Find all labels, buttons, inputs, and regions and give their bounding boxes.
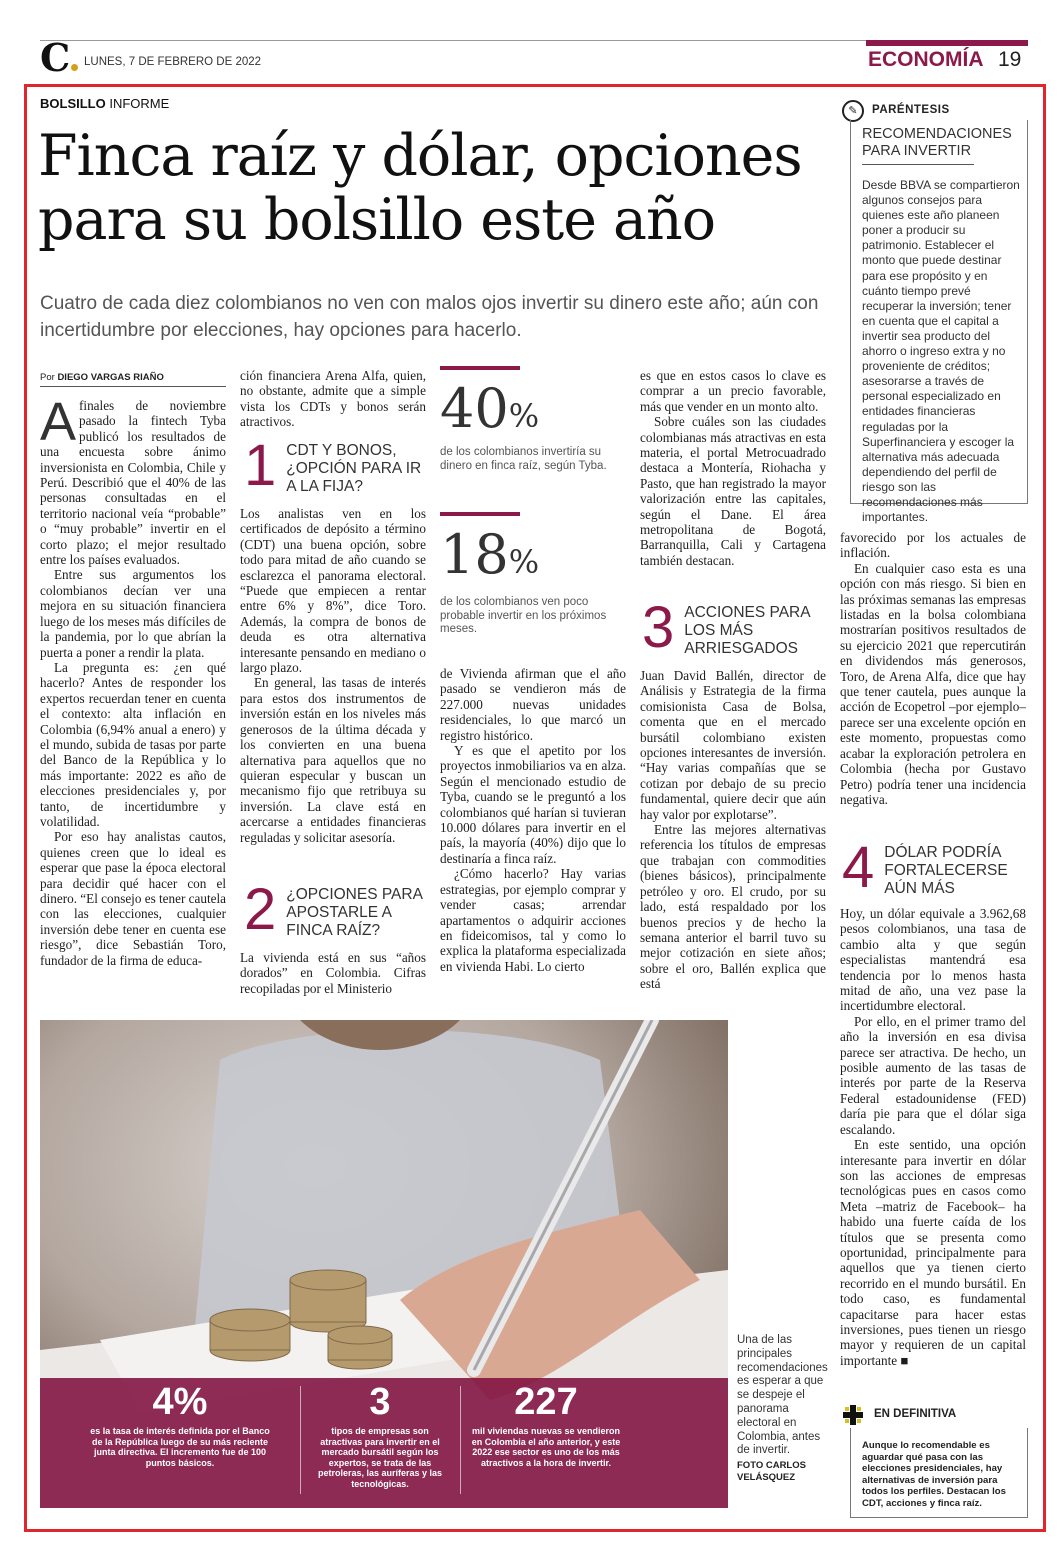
drop-cap: A (40, 392, 77, 452)
sidebar-label: PARÉNTESIS (872, 104, 950, 116)
subhead-3: 3 ACCIONES PARA LOS MÁS ARRIESGADOS (642, 595, 810, 660)
article-paragraph: de Vivienda afirman que el año pasado se vendieron más de 227.000 nuevas unidades residenciales, lo que marcó un registro histórico. (440, 666, 626, 743)
article-paragraph: En cualquier caso esta es una opción con más riesgo. Si bien en las próximas semanas las empresas listadas en la bolsa colombiana mostrarían positivos resultados de su ejercicio 2021 que repercutirán en dividendos más generosos, Toro, de Arena Alfa, dice que hay que tener cautela, pues aunque la acción de Ecopetrol –por ejemplo– parece ser una excelente opción en este momento, propuestas como acabar la exploración petrolera en Colombia (hecha por Gustavo Petro) podría tener una incidencia negativa. (840, 560, 1026, 807)
sidebar-title: RECOMENDACIONES PARA INVERTIR (862, 126, 1012, 159)
stat-18: 18% (440, 523, 540, 586)
stat-rule (440, 512, 520, 516)
column-4 (640, 368, 826, 568)
article-paragraph: La pregunta es: ¿en qué hacerlo? Antes de responder los expertos recuerdan tener en cuenta el contexto: alta inflación en Colombia (6,94% anual a enero) y el mundo, subida de tasas por parte del Banco de la República y lo más importante: 2022 es año de elecciones presidenciales y, por tanto, de incertidumbre y volatilidad. (40, 659, 226, 829)
stat-rule (440, 366, 520, 370)
newspaper-logo: C (40, 38, 78, 78)
article-paragraph: Juan David Ballén, director de Análisis y Estrategia de la firma comisionista Casa de Bolsa, comenta que en el mercado bursátil colombiano existen opciones interesantes de inversión. “Hay varias compañías que se cotizan por debajo de su precio fundamental, quiere decir que aún hay valor por explotarse”. (640, 668, 826, 822)
article-paragraph: Entre sus argumentos los colombianos decían ver una mejora en su situación financiera luego de los meses más difíciles de la pandemia, por lo que abrían la puerta a poner a rendir la plata. (40, 567, 226, 660)
photo-stat-1: 4% es la tasa de interés definida por el Banco de la República luego de su más reciente junta directiva. El incremento fue de 100 puntos básicos. (90, 1381, 270, 1468)
article-paragraph: La vivienda está en sus “años dorados” en Colombia. Cifras recopiladas por el Ministerio (240, 950, 426, 996)
definitiva-text: Aunque lo recomendable es aguardar qué pasa con las elecciones presidenciales, hay alternativas de inversión para todos los perfiles. Destacan los CDT, acciones y finca raíz. (862, 1440, 1006, 1509)
definitiva-icon (842, 1404, 864, 1426)
subhead-1: 1 CDT Y BONOS, ¿OPCIÓN PARA IR A LA FIJA? (244, 433, 422, 498)
article-paragraph: es que en estos casos lo clave es comprar a un precio favorable, más que vender en un monto alto. (640, 368, 826, 414)
byline-rule (40, 386, 226, 387)
headline: Finca raíz y dólar, opciones para su bolsillo este año (38, 123, 802, 253)
column-5 (840, 530, 1026, 807)
kicker: BOLSILLO INFORME (40, 96, 170, 111)
article-paragraph: Afinales de noviembre pasado la fintech Tyba publicó los resultados de una encuesta sobre ánimo inversionista en Colombia, Chile y Perú. Describió que el 40% de las personas consultadas en el territorio nacional veía “probable” o “muy probable” invertir en el corto plazo; el mejor resultado entre los países evaluados. (40, 392, 226, 568)
stat-40-text: de los colombianos invertiría su dinero en finca raíz, según Tyba. (440, 446, 607, 472)
stat-40: 40% (440, 377, 540, 440)
byline: Por DIEGO VARGAS RIAÑO (40, 372, 164, 383)
column-1 (40, 392, 227, 968)
sidebar-text: Desde BBVA se compartieron algunos consejos para quienes este año planeen poner a producir su patrimonio. Establecer el monto que puede destinar para ese propósito y en cuánto tiempo prevé recuperar la inversión; tener en cuenta que el capital a invertir sea producto del ahorro o ingreso extra y no proveniente de créditos; asesorarse a través de personal especializado en entidades financieras reguladas por la Superfinanciera y escoger la alternativa más adecuada dependiendo del perfil de riesgo son las recomendaciones más importantes. (862, 178, 1020, 525)
column-4b (640, 668, 826, 992)
column-5b (840, 906, 1026, 1368)
article-paragraph: Por ello, en el primer tramo del año la inversión en esa divisa parece ser atractiva. De hecho, un posible aumento de las tasas de interés por parte de la Reserva Federal estadounidense (FED) daría pie para que el dólar siga escalando. (840, 1013, 1026, 1137)
article-paragraph: ción financiera Arena Alfa, quien, no obstante, admite que a simple vista los CDTs y bonos serán atractivos. (240, 368, 426, 430)
stat-18-text: de los colombianos ven poco probable invertir en los próximos meses. (440, 596, 607, 635)
stat-divider (300, 1386, 301, 1494)
article-paragraph: Y es que el apetito por los proyectos inmobiliarios va en alza. Según el mencionado estudio de Tyba, cuando se le preguntó a los colombianos qué harían si tuvieran 10.000 dólares para invertir en el país, la mayoría (40%) dijo que lo destinaría a finca raíz. (440, 743, 626, 866)
section-accent-bar (866, 40, 1028, 46)
photo-stat-3: 227 mil viviendas nuevas se vendieron en Colombia el año anterior, y este 2022 ese sector es uno de los más atractivos a la hora de invertir. (471, 1381, 621, 1468)
article-paragraph: Sobre cuáles son las ciudades colombianas más atractivas en esta materia, el portal Metrocuadrado destaca a Montería, Riohacha y Pasto, que han registrado la mayor valorización entre las capitales, según el Dane. El área metropolitana de Bogotá, Barranquilla, Cali y Cartagena también destacan. (640, 414, 826, 568)
section-title: ECONOMÍA (868, 48, 984, 71)
column-2 (240, 368, 426, 430)
column-3 (440, 666, 626, 974)
photo-credit: FOTO CARLOS VELÁSQUEZ (737, 1460, 806, 1484)
subhead-2: 2 ¿OPCIONES PARA APOSTARLE A FINCA RAÍZ? (244, 877, 423, 942)
photo-stat-2: 3 tipos de empresas son atractivas para invertir en el mercado bursátil según los expertos, se trata de las petroleras, las auríferas y las tecnológicas. (317, 1381, 443, 1489)
article-paragraph: En general, las tasas de interés para estos dos instrumentos de inversión están en los niveles más generosos de la última década y los convierten en una buena alternativa para aquellos que no quieran especular y buscan un mecanismo fijo que retribuya su inversión. La clave está en acercarse a entidades financieras reguladas y solicitar asesoría. (240, 675, 426, 845)
pin-icon: ✎ (842, 100, 864, 122)
photo-caption: Una de las principales recomendaciones es esperar a que se despeje el panorama electoral en Colombia, antes de invertir. FOTO CARLOS VELÁSQUEZ (737, 1334, 835, 1484)
issue-date: LUNES, 7 DE FEBRERO DE 2022 (84, 56, 262, 68)
sidebar-title-rule (862, 164, 974, 165)
subhead-4: 4 DÓLAR PODRÍA FORTALECERSE AÚN MÁS (842, 835, 1008, 900)
definitiva-label: EN DEFINITIVA (874, 1408, 957, 1420)
column-2b (240, 506, 426, 845)
article-paragraph: En este sentido, una opción interesante para invertir en dólar son las acciones de empresas tecnológicas pues en casos como Meta –matriz de Facebook– ha habido una fuerte caída de los títulos que se presenta como oportunidad, principalmente para aquellos que ya tienen cierto recorrido en el mundo bursátil. En todo caso, es fundamental capacitarse para hacer estas inversiones, pues tienen un riesgo mayor y requieren de un capital importante ■ (840, 1137, 1026, 1368)
article-paragraph: Entre las mejores alternativas referencia los títulos de empresas que trabajan con commodities (bienes básicos), principalmente petróleo y oro. El crudo, por su lado, está respaldado por los buenos precios y de hecho la semana anterior el barril tuvo su mejor cotización en siete años; sobre el oro, Ballén explica que está (640, 822, 826, 992)
article-paragraph: Por eso hay analistas cautos, quienes creen que lo ideal es esperar que pase la época electoral para decidir qué hacer con el dinero. “El consejo es tener cautela con las elecciones, cualquier inversión debe tener en cuenta ese riesgo”, dice Sebastián Toro, fundador de la firma de educa- (40, 829, 227, 968)
stat-divider (460, 1386, 461, 1494)
deck: Cuatro de cada diez colombianos no ven con malos ojos invertir su dinero este año; aún con incertidumbre por elecciones, hay opciones para hacerlo. (40, 293, 819, 341)
page-number: 19 (998, 48, 1022, 71)
column-2c (240, 950, 426, 996)
article-paragraph: ¿Cómo hacerlo? Hay varias estrategias, por ejemplo comprar y vender casas; arrendar apartamentos o adquirir acciones en fideicomisos, tal y como lo explica la plataforma especializada en vivienda Habi. Lo cierto (440, 866, 626, 974)
article-paragraph: Hoy, un dólar equivale a 3.962,68 pesos colombianos, una tasa de cambio alta y que según especialistas mantendrá esa tendencia por lo menos hasta mitad de año, una vez pase la incertidumbre electoral. (840, 906, 1026, 1014)
article-paragraph: favorecido por los actuales de inflación. (840, 530, 1026, 561)
article-paragraph: Los analistas ven en los certificados de depósito a término (CDT) una buena opción, sobre todo para mitad de año cuando se esclarezca el panorama electoral. “Puede que empiecen a rentar entre 6% y 8%”, dice Toro. Además, la compra de bonos de deuda es otra alternativa interesante pensando en mediano o largo plazo. (240, 506, 426, 676)
end-mark: ■ (900, 1352, 909, 1368)
